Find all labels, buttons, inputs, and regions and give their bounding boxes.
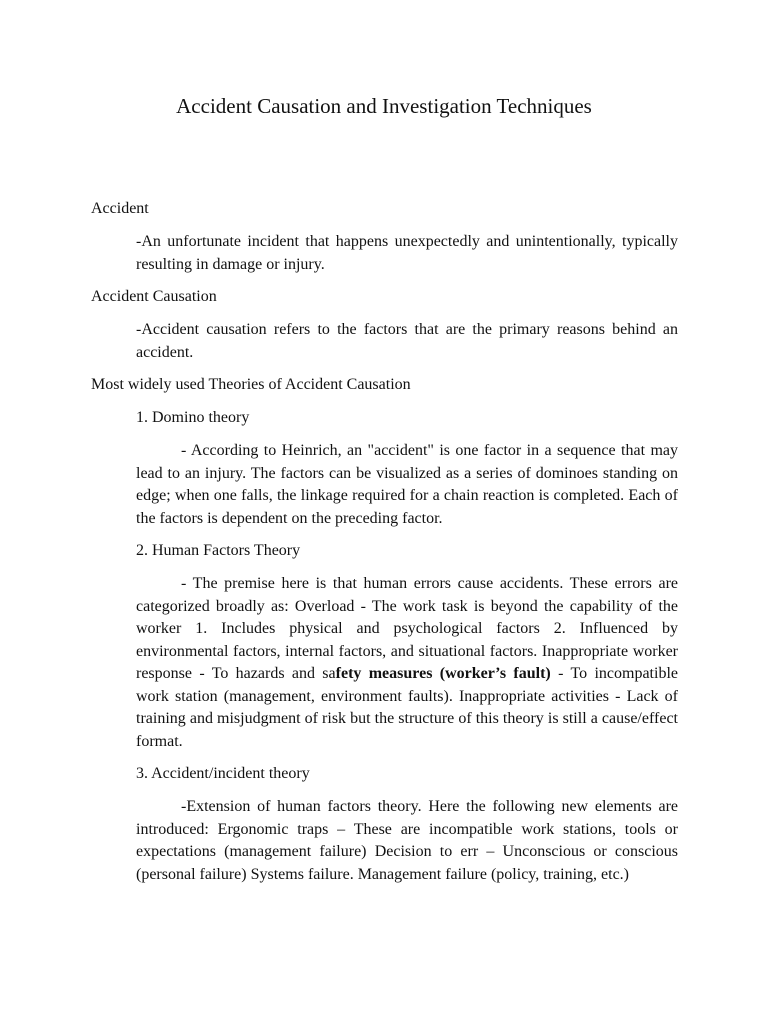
heading-accident: Accident <box>91 200 149 217</box>
heading-theories: Most widely used Theories of Accident Causation <box>91 376 411 393</box>
theory-domino-text: - According to Heinrich, an "accident" is one factor in a sequence that may lead to an injury. The factors can be visualized as a series of dominoes standing on edge; when one falls, the linkage required for a chain reaction is completed. Each of the factors is dependent on the preceding factor. <box>136 442 678 527</box>
human-factors-text-part-1: - The premise here is that human errors cause accidents. These errors are categorized broadly as: Overload - The work task is beyond the capability of the worker 1. Includes physical and psychological factors 2. Influenced by environmental factors, internal factors, and situational factors. Inappropriate worker response - To hazards and sa <box>136 575 678 682</box>
accident-definition: -An unfortunate incident that happens unexpectedly and unintentionally, typically resulting in damage or injury. <box>136 233 678 273</box>
accident-causation-definition: -Accident causation refers to the factors that are the primary reasons behind an accident. <box>136 321 678 361</box>
human-factors-text-bold: fety measures (worker’s fault) <box>335 665 551 682</box>
theory-domino-label: 1. Domino theory <box>136 409 250 426</box>
human-factors-text-part-2: - To incompatible work station (management, environment faults). Inappropriate activities - Lack of training and misjudgment of risk but the structure of this theory is still a cause/effect format. <box>136 665 678 750</box>
theory-accident-incident-text: -Extension of human factors theory. Here the following new elements are introduced: Ergonomic traps – These are incompatible work stations, tools or expectations (management failure) Decision to err – Unconscious or conscious (personal failure) Systems failure. Management failure (policy, training, etc.) <box>136 798 678 883</box>
heading-accident-causation: Accident Causation <box>91 288 217 305</box>
page-title: Accident Causation and Investigation Techniques <box>176 94 592 118</box>
theory-accident-incident-label: 3. Accident/incident theory <box>136 765 310 782</box>
theory-human-factors-text <box>136 573 678 753</box>
theory-human-factors-label: 2. Human Factors Theory <box>136 542 301 559</box>
